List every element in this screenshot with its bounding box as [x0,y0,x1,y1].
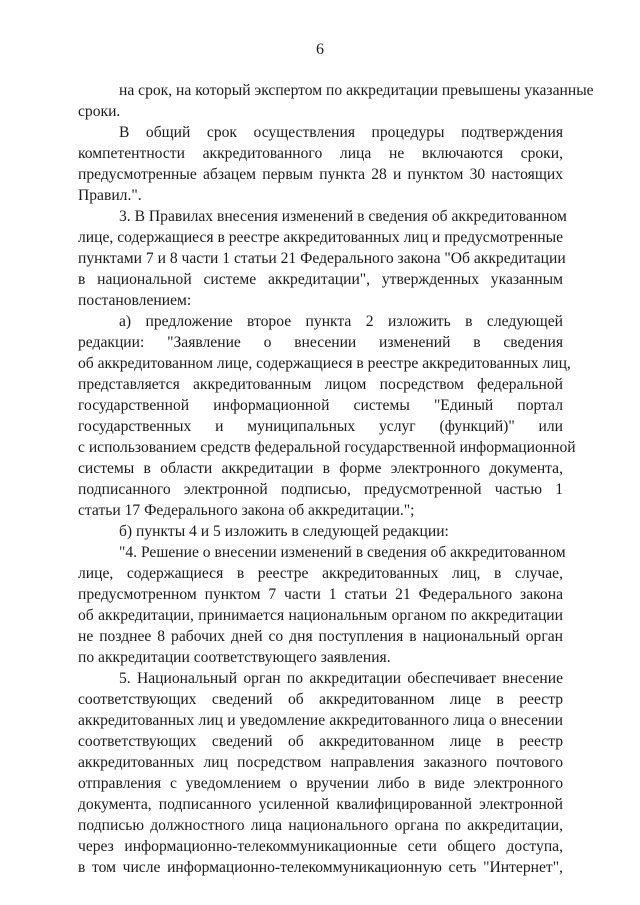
text-line: лице, содержащиеся в реестре аккредитованных лиц, в случае, [78,565,563,582]
text-line: в том числе информационно-телекоммуникационную сеть "Интернет", [78,859,563,876]
text-line: лице, содержащиеся в реестре аккредитованных лиц и предусмотренные [78,229,563,246]
text-line: не позднее 8 рабочих дней со дня поступления в национальный орган [78,628,563,645]
text-line: соответствующих сведений об аккредитованном лице в реестр [78,691,563,708]
document-body [78,80,594,878]
text-line: через информационно-телекоммуникационные сети общего доступа, [78,838,563,855]
paragraph [78,668,563,878]
text-line: 5. Национальный орган по аккредитации обеспечивает внесение [119,670,563,687]
text-line: компетентности аккредитованного лица не включаются сроки, [78,145,563,162]
text-line: аккредитованных лиц посредством направления заказного почтового [78,754,563,771]
paragraph [78,521,563,542]
paragraph [78,311,576,521]
paragraph [78,122,563,206]
text-line: подписанного электронной подписью, предусмотренной частью 1 [78,481,563,498]
text-line: предусмотренном пунктом 7 части 1 статьи 21 Федерального закона [78,586,563,603]
text-line: государственных и муниципальных услуг (функций)" или [78,418,563,435]
text-line: В общий срок осуществления процедуры подтверждения [119,124,563,141]
text-line: об аккредитованном лице, содержащиеся в реестре аккредитованных лиц, [78,355,571,372]
text-line: по аккредитации соответствующего заявления. [78,649,391,666]
text-line: с использованием средств федеральной государственной информационной [78,439,576,456]
text-line: постановлением: [78,292,192,309]
text-line: "4. Решение о внесении изменений в сведения об аккредитованном [119,544,566,561]
paragraph [78,80,594,122]
paragraph [78,206,567,311]
text-line: статьи 17 Федерального закона об аккредитации."; [78,502,415,519]
text-line: государственной информационной системы "Единый портал [78,397,563,414]
text-line: в национальной системе аккредитации", утвержденных указанным [78,271,563,288]
text-line: отправления с уведомлением о вручении либо в виде электронного [78,775,563,792]
text-line: соответствующих сведений об аккредитованном лице в реестр [78,733,563,750]
text-line: представляется аккредитованным лицом посредством федеральной [78,376,563,393]
text-line: сроки. [78,103,121,120]
text-line: документа, подписанного усиленной квалифицированной электронной [78,796,563,813]
text-line: аккредитованных лиц и уведомление аккредитованного лица о внесении [78,712,563,729]
text-line: Правил.". [78,187,142,204]
text-line: пунктами 7 и 8 части 1 статьи 21 Федерального закона "Об аккредитации [78,250,566,267]
text-line: предусмотренные абзацем первым пункта 28 и пунктом 30 настоящих [78,166,563,183]
text-line: б) пункты 4 и 5 изложить в следующей редакции: [119,523,449,540]
page-number: 6 [316,41,324,58]
text-line: подписью должностного лица национального органа по аккредитации, [78,817,563,834]
text-line: редакции: "Заявление о внесении изменений в сведения [78,334,563,351]
text-line: на срок, на который экспертом по аккредитации превышены указанные [119,82,594,99]
text-line: 3. В Правилах внесения изменений в сведения об аккредитованном [119,208,567,225]
text-line: об аккредитации, принимается национальным органом по аккредитации [78,607,563,624]
paragraph [78,542,566,668]
text-line: системы в области аккредитации в форме электронного документа, [78,460,563,477]
text-line: а) предложение второе пункта 2 изложить в следующей [119,313,563,330]
